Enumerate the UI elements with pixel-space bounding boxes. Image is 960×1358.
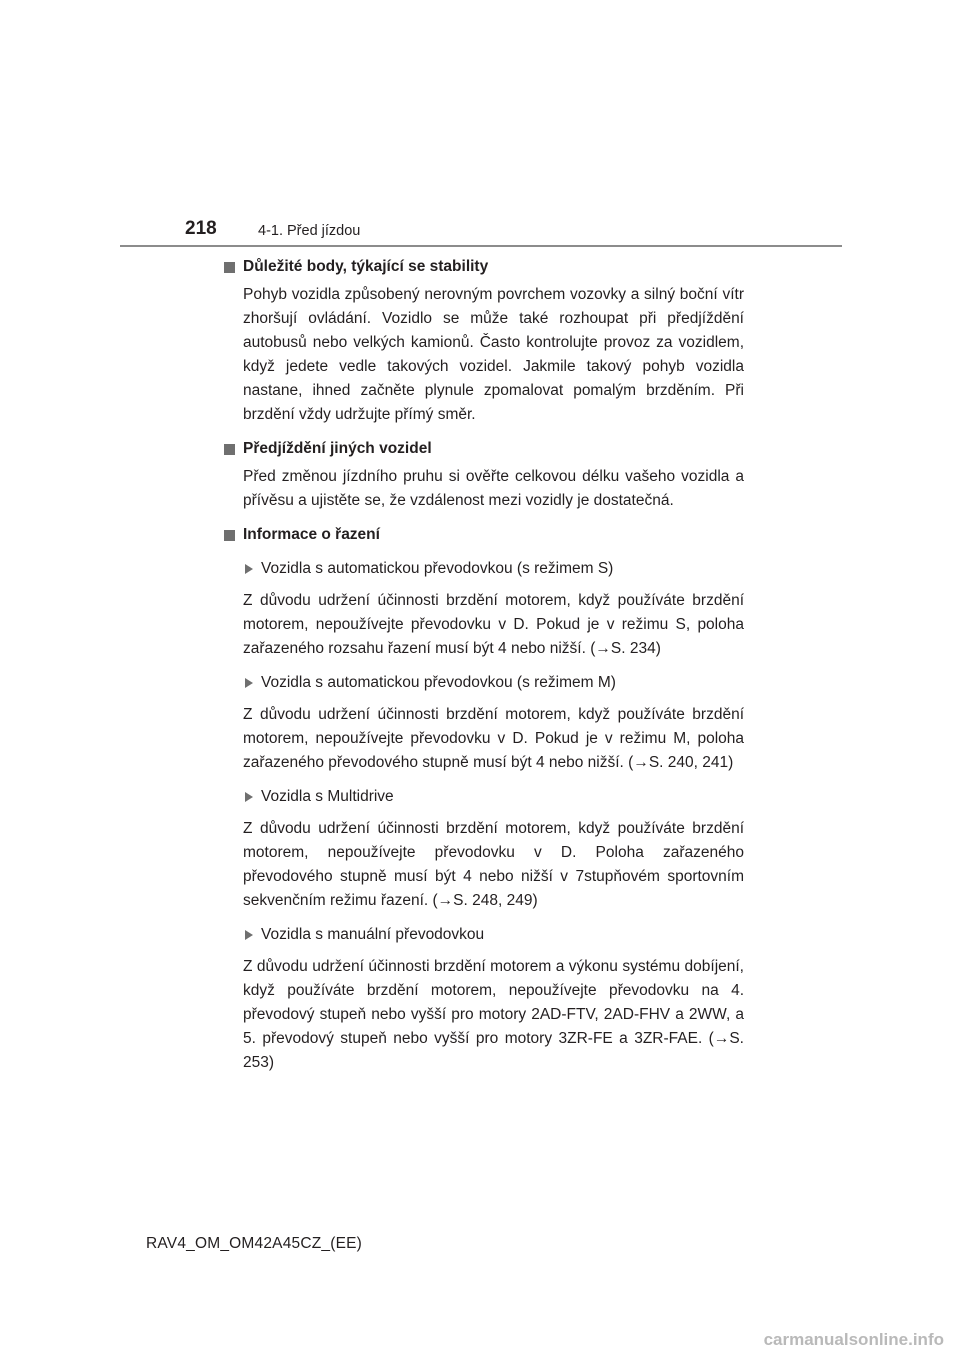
subsection-paragraph: Z důvodu udržení účinnosti brzdění motorem, když používáte brzdění motorem, nepoužívejte převodovku v D. Poloha zařazeného převodového stupně musí být 4 nebo nižší v 7stupňovém sportovním sekvenčním režimu řazení. (→S. 248, 249): [243, 820, 744, 909]
header-divider: [120, 245, 842, 247]
section-paragraph: Pohyb vozidla způsobený nerovným povrchem vozovky a silný boční vítr zhoršují ovládání. Vozidlo se může také rozhoupat při předjíždění autobusů nebo velkých kamionů. Často kontrolujte provoz za vozidlem, když jedete vedle takových vozidel. Jakmile takový pohyb vozidla nastane, ihned začněte plynule zpomalovat pomalým brzděním. Při brzdění vždy udržujte přímý směr.: [243, 286, 744, 423]
subsection-heading: [243, 923, 744, 947]
triangle-bullet-icon: [245, 678, 253, 688]
subsection-heading: [243, 557, 744, 581]
subsection-label: Vozidla s automatickou převodovkou (s režimem S): [261, 560, 614, 577]
triangle-bullet-icon: [245, 930, 253, 940]
triangle-bullet-icon: [245, 792, 253, 802]
subsection-label: Vozidla s automatickou převodovkou (s režimem M): [261, 674, 616, 691]
triangle-bullet-icon: [245, 564, 253, 574]
square-bullet-icon: [224, 530, 235, 541]
section-paragraph: Před změnou jízdního pruhu si ověřte celkovou délku vašeho vozidla a přívěsu a ujistěte se, že vzdálenost mezi vozidly je dostatečná.: [243, 468, 744, 509]
subsection-heading: [243, 785, 744, 809]
section-title: 4-1. Před jízdou: [258, 223, 361, 239]
section-heading: [224, 523, 744, 547]
subsection-paragraph: Z důvodu udržení účinnosti brzdění motorem a výkonu systému dobíjení, když používáte brzdění motorem, nepoužívejte převodovku na 4. převodový stupeň nebo vyšší pro motory 2AD-FTV, 2AD-FHV a 2WW, a 5. převodový stupeň nebo vyšší pro motory 3ZR-FE a 3ZR-FAE. (→S. 253): [243, 958, 744, 1071]
watermark: carmanualsonline.info: [763, 1330, 944, 1349]
subsection-paragraph: Z důvodu udržení účinnosti brzdění motorem, když používáte brzdění motorem, nepoužívejte převodovku v D. Pokud je v režimu M, poloha zařazeného převodového stupně musí být 4 nebo nižší. (→S. 240, 241): [243, 706, 744, 771]
section-heading: [224, 255, 744, 279]
subsection-heading: [243, 671, 744, 695]
subsection-label: Vozidla s manuální převodovkou: [261, 926, 485, 943]
document-code: RAV4_OM_OM42A45CZ_(EE): [146, 1235, 363, 1252]
square-bullet-icon: [224, 444, 235, 455]
section-heading-label: Důležité body, týkající se stability: [243, 258, 489, 275]
square-bullet-icon: [224, 262, 235, 273]
section-heading: [224, 437, 744, 461]
section-heading-label: Informace o řazení: [243, 526, 380, 543]
page-number: 218: [185, 218, 217, 239]
subsection-label: Vozidla s Multidrive: [261, 788, 394, 805]
page-content: [224, 255, 744, 1075]
section-heading-label: Předjíždění jiných vozidel: [243, 440, 432, 457]
subsection-paragraph: Z důvodu udržení účinnosti brzdění motorem, když používáte brzdění motorem, nepoužívejte převodovku v D. Pokud je v režimu S, poloha zařazeného rozsahu řazení musí být 4 nebo nižší. (→S. 234): [243, 592, 744, 657]
